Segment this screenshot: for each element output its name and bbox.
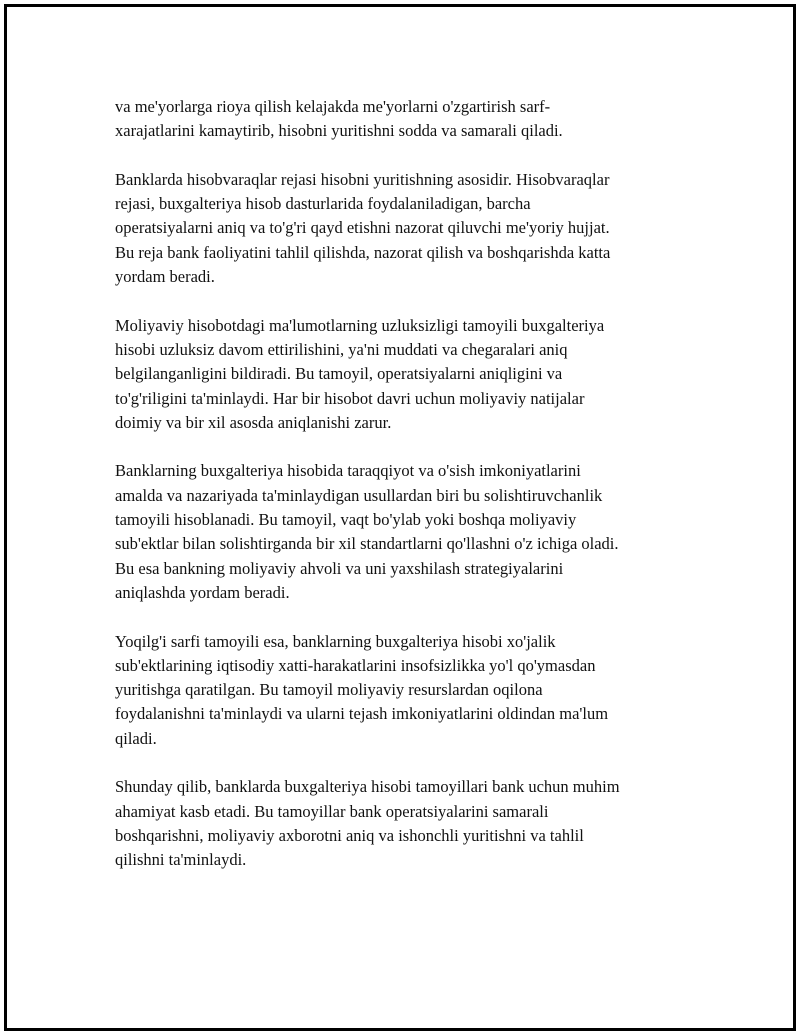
paragraph: Shunday qilib, banklarda buxgalteriya hisobi tamoyillari bank uchun muhim ahamiyat kasb etadi. Bu tamoyillar bank operatsiyalarini samarali boshqarishni, moliyaviy axborotni aniq va ishonchli yuritishni va tahlil qilishni ta'minlaydi. [115, 777, 620, 870]
document-body [115, 95, 695, 897]
paragraph: Moliyaviy hisobotdagi ma'lumotlarning uzluksizligi tamoyili buxgalteriya hisobi uzluksiz davom ettirilishini, ya'ni muddati va chegaralari aniq belgilanganligini bildiradi. Bu tamoyil, operatsiyalarni aniqligini va to'g'riligini ta'minlaydi. Har bir hisobot davri uchun moliyaviy natijalar doimiy va bir xil asosda aniqlanishi zarur. [115, 315, 605, 432]
paragraph: Yoqilg'i sarfi tamoyili esa, banklarning buxgalteriya hisobi xo'jalik sub'ektlarining iqtisodiy xatti-harakatlarini insofsizlikka yo'l qo'ymasdan yuritishga qaratilgan. Bu tamoyil moliyaviy resurslardan oqilona foydalanishni ta'minlaydi va ularni tejash imkoniyatlarini oldindan ma'lum qiladi. [115, 631, 609, 748]
paragraph: Banklarda hisobvaraqlar rejasi hisobni yuritishning asosidir. Hisobvaraqlar rejasi, buxgalteriya hisob dasturlarida foydalaniladigan, barcha operatsiyalarni aniq va to'g'ri qayd etishni nazorat qiluvchi me'yoriy hujjat. Bu reja bank faoliyatini tahlil qilishda, nazorat qilish va boshqarishda katta yordam beradi. [115, 169, 611, 287]
paragraph: Banklarning buxgalteriya hisobida taraqqiyot va o'sish imkoniyatlarini amalda va nazariyada ta'minlaydigan usullardan biri bu solishtiruvchanlik tamoyili hisoblanadi. Bu tamoyil, vaqt bo'ylab yoki boshqa moliyaviy sub'ektlar bilan solishtirganda bir xil standartlarni qo'llashni o'z ichiga oladi. Bu esa bankning moliyaviy ahvoli va uni yaxshilash strategiyalarini aniqlashda yordam beradi. [115, 461, 619, 602]
paragraph: va me'yorlarga rioya qilish kelajakda me'yorlarni o'zgartirish sarf- xarajatlarini kamaytirib, hisobni yuritishni sodda va samarali qiladi. [115, 97, 563, 141]
